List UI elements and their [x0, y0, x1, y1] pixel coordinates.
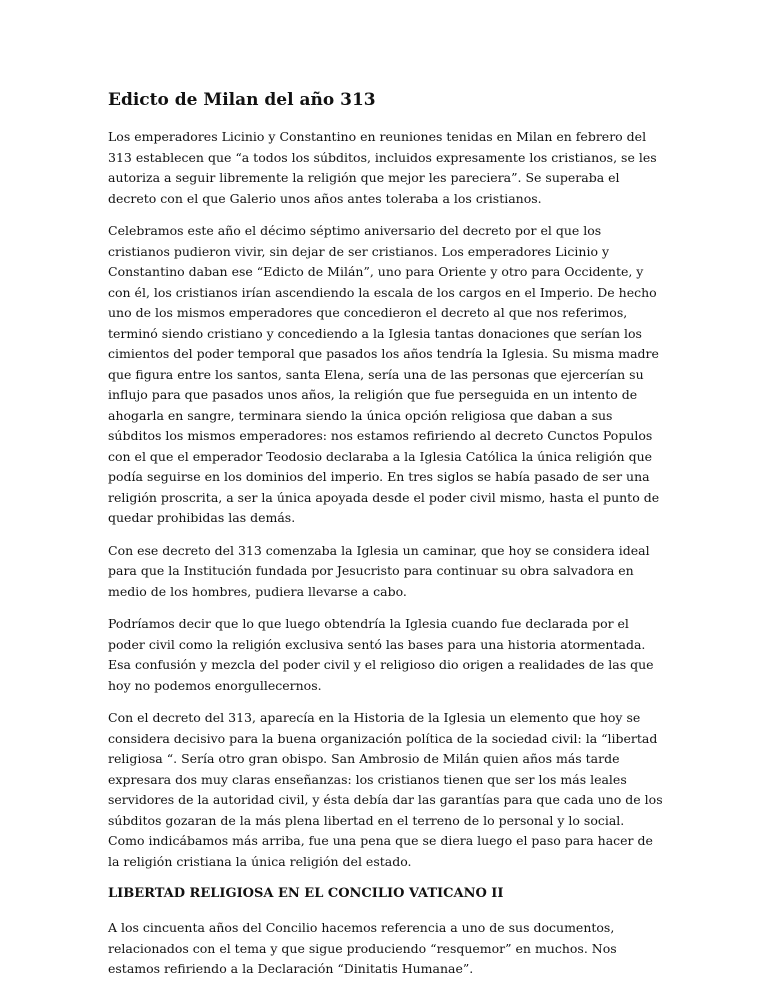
section-heading: LIBERTAD RELIGIOSA EN EL CONCILIO VATICANO II [108, 886, 504, 901]
paragraph: Celebramos este año el décimo séptimo aniversario del decreto por el que los cristianos pudieron vivir, sin dejar de ser cristianos. Los emperadores Licinio y Constantino daban ese “Edicto de Milán”, uno para Oriente y otro para Occidente, y con él, los cristianos irían ascendiendo la escala de los cargos en el Imperio. De hecho uno de los mismos emperadores que concedieron el decreto al que nos referimos, terminó siendo cristiano y concediendo a la Iglesia tantas donaciones que serían los cimientos del poder temporal que pasados los años tendría la Iglesia. Su misma madre que figura entre los santos, santa Elena, sería una de las personas que ejercerían su influjo para que pasados unos años, la religión que fue perseguida en un intento de ahogarla en sangre, terminara siendo la única opción religiosa que daban a sus súbditos los mismos emperadores: nos estamos refiriendo al decreto Cunctos Populos con el que el emperador Teodosio declaraba a la Iglesia Católica la única religión que podía seguirse en los dominios del imperio. En tres siglos se había pasado de ser una religión proscrita, a ser la única apoyada desde el poder civil mismo, hasta el punto de quedar prohibidas las demás. [108, 223, 660, 525]
document-title: Edicto de Milan del año 313 [108, 90, 376, 110]
paragraph: Con el decreto del 313, aparecía en la Historia de la Iglesia un elemento que hoy se considera decisivo para la buena organización política de la sociedad civil: la “libertad religiosa “. Sería otro gran obispo. San Ambrosio de Milán quien años más tarde expresara dos muy claras enseñanzas: los cristianos tienen que ser los más leales servidores de la autoridad civil, y ésta debía dar las garantías para que cada uno de los súbditos gozaran de la más plena libertad en el terreno de lo personal y lo social. Como indicábamos más arriba, fue una pena que se diera luego el paso para hacer de la religión cristiana la única religión del estado. [108, 710, 663, 869]
paragraph: Los emperadores Licinio y Constantino en reuniones tenidas en Milan en febrero del 313 establecen que “a todos los súbditos, incluidos expresamente los cristianos, se les autoriza a seguir libremente la religión que mejor les pareciera”. Se superaba el decreto con el que Galerio unos años antes toleraba a los cristianos. [108, 129, 657, 206]
paragraph: Con ese decreto del 313 comenzaba la Iglesia un caminar, que hoy se considera ideal para que la Institución fundada por Jesucristo para continuar su obra salvadora en medio de los hombres, pudiera llevarse a cabo. [108, 542, 650, 599]
document-page [108, 88, 664, 992]
paragraph: Podríamos decir que lo que luego obtendría la Iglesia cuando fue declarada por el poder civil como la religión exclusiva sentó las bases para una historia atormentada. Esa confusión y mezcla del poder civil y el religioso dio origen a realidades de las que hoy no podemos enorgullecernos. [108, 616, 654, 693]
paragraph: A los cincuenta años del Concilio hacemos referencia a uno de sus documentos, relacionados con el tema y que sigue produciendo “resquemor” en muchos. Nos estamos refiriendo a la Declaración “Dinitatis Humanae”. [108, 920, 617, 976]
